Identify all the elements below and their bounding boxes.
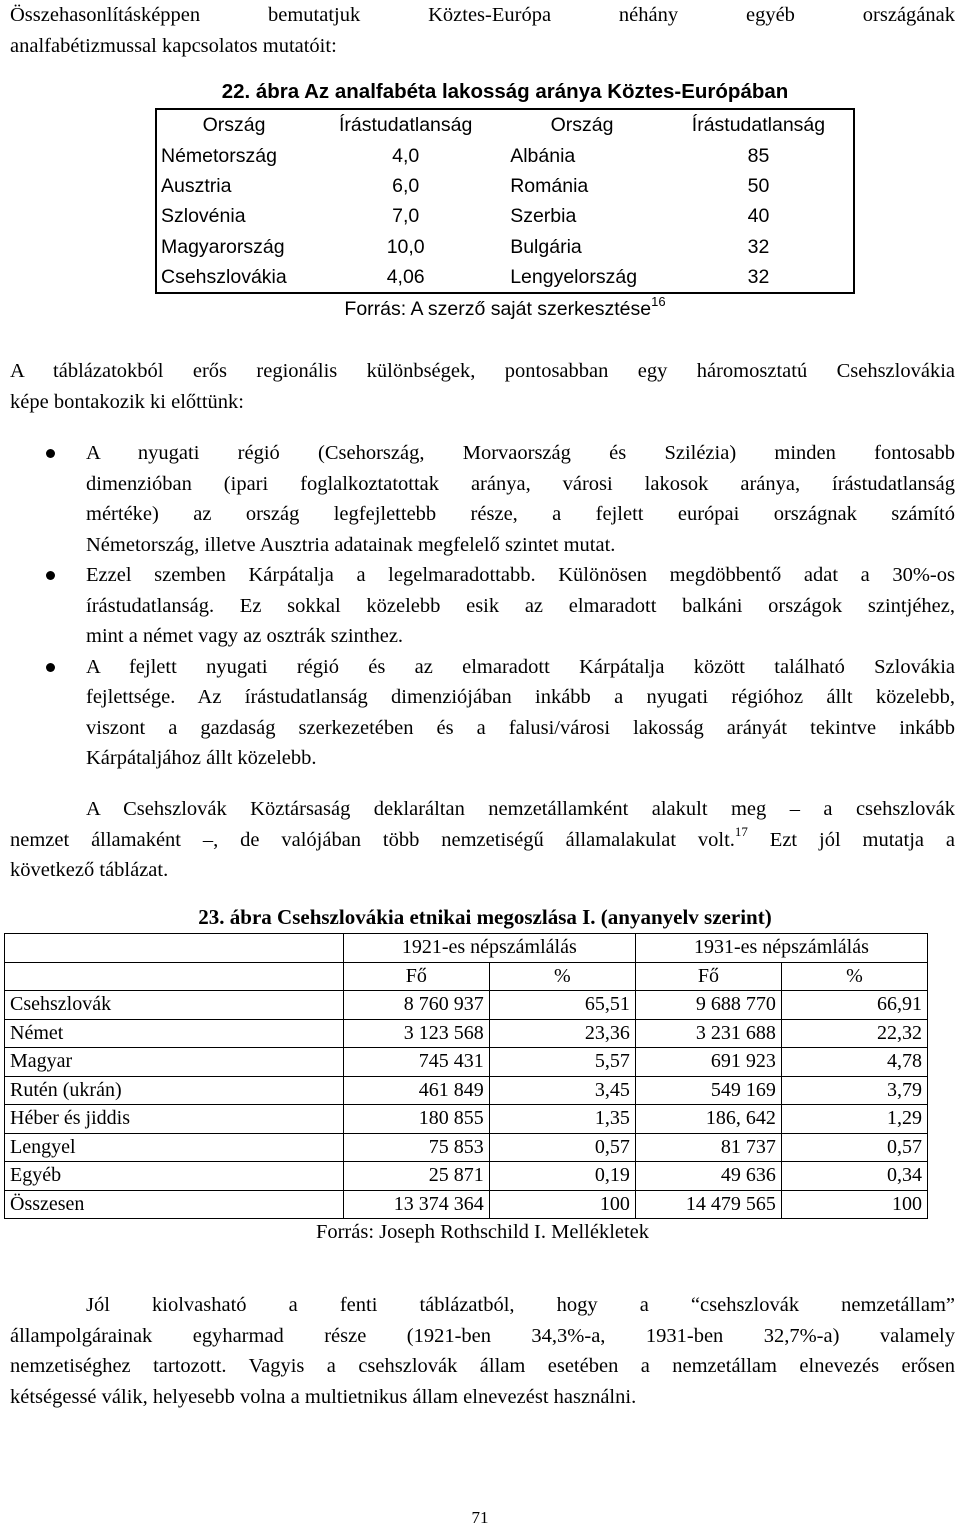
table-cell: 691 923 bbox=[635, 1048, 781, 1077]
para1-line-2: képe bontakozik ki előttünk: bbox=[10, 390, 244, 413]
table-cell: 40 bbox=[747, 205, 770, 228]
sub-header-cell: % bbox=[489, 962, 635, 991]
para3-line-4: kétségessé válik, helyesebb volna a multietnikus állam elnevezést használni. bbox=[10, 1385, 637, 1408]
intro-line-2: analfabétizmussal kapcsolatos mutatóit: bbox=[10, 34, 337, 57]
sub-header-row bbox=[5, 962, 928, 991]
table-cell: 66,91 bbox=[781, 991, 927, 1020]
bullet-line: A nyugati régió (Csehország, Morvaország és Szilézia) minden fontosabb bbox=[86, 442, 955, 464]
table-cell: Ausztria bbox=[161, 174, 232, 197]
para2-line-1: A Csehszlovák Köztársaság deklaráltan nemzetállamként alakult meg – a csehszlovák bbox=[86, 798, 955, 820]
table-cell: Románia bbox=[510, 174, 589, 197]
table-cell: 7,0 bbox=[392, 205, 420, 228]
table-cell: 3 231 688 bbox=[635, 1019, 781, 1048]
table-cell: 14 479 565 bbox=[635, 1190, 781, 1219]
table-row bbox=[5, 1048, 928, 1077]
intro-paragraph bbox=[10, 0, 955, 61]
table-cell: Magyar bbox=[5, 1048, 344, 1077]
para2-line-3: következő táblázat. bbox=[10, 859, 169, 881]
table-cell: 9 688 770 bbox=[635, 991, 781, 1020]
table-cell: Szlovénia bbox=[161, 205, 246, 228]
table-cell: Csehszlovák bbox=[5, 991, 344, 1020]
table-cell: 49 636 bbox=[635, 1162, 781, 1191]
table-cell: 100 bbox=[781, 1190, 927, 1219]
table-cell: Német bbox=[5, 1019, 344, 1048]
table-cell: 4,06 bbox=[386, 266, 425, 289]
table-cell: 65,51 bbox=[489, 991, 635, 1020]
census-header-row bbox=[5, 934, 928, 963]
para3-line-1: Jól kiolvasható a fenti táblázatból, hogy a “csehszlovák nemzetállam” bbox=[86, 1294, 955, 1316]
para2-line-2a: nemzet államaként –, de valójában több nemzetiségű államalakulat volt. bbox=[10, 828, 735, 851]
table-cell: 1,29 bbox=[781, 1105, 927, 1134]
table-row bbox=[5, 1076, 928, 1105]
table-cell: 3,45 bbox=[489, 1076, 635, 1105]
table-row bbox=[5, 1105, 928, 1134]
table-cell: 5,57 bbox=[489, 1048, 635, 1077]
table-row bbox=[5, 1133, 928, 1162]
bullet-line: dimenzióban (ipari foglalkoztatottak aránya, városi lakosok aránya, írástudatlanság bbox=[86, 472, 955, 495]
page-number: 71 bbox=[471, 1508, 489, 1527]
list-item bbox=[10, 652, 955, 774]
table1-caption: 22. ábra Az analfabéta lakosság aránya Köztes-Európában bbox=[221, 80, 789, 103]
census-header-1921: 1921-es népszámlálás bbox=[343, 934, 635, 963]
bullet-line: Németország, illetve Ausztria adatainak megfelelő szintet mutat. bbox=[86, 533, 616, 556]
table-cell: Bulgária bbox=[510, 235, 582, 258]
table-cell: 85 bbox=[747, 144, 770, 167]
table-row bbox=[5, 1162, 928, 1191]
header-cell: Írástudatlanság bbox=[691, 114, 826, 137]
table-cell: 32 bbox=[747, 266, 770, 289]
table-cell: 4,78 bbox=[781, 1048, 927, 1077]
table-cell: 32 bbox=[747, 235, 770, 258]
table-cell: 0,57 bbox=[781, 1133, 927, 1162]
para3-line-3: nemzetiséghez tartozott. Vagyis a csehszlovák állam esetében a nemzetállam elnevezés erősen bbox=[10, 1355, 955, 1377]
table-row-total bbox=[5, 1190, 928, 1219]
table-cell: 23,36 bbox=[489, 1019, 635, 1048]
table-cell: Szerbia bbox=[510, 205, 577, 228]
table-row bbox=[156, 201, 854, 231]
table-row bbox=[156, 171, 854, 201]
table1-source bbox=[155, 294, 855, 324]
para2-line-2b: Ezt jól mutatja a bbox=[747, 828, 955, 851]
table-cell: 81 737 bbox=[635, 1133, 781, 1162]
bullet-icon bbox=[46, 449, 55, 458]
table-cell: Összesen bbox=[5, 1190, 344, 1219]
intro-line-1: Összehasonlításképpen bemutatjuk Köztes-Európa néhány egyéb országának bbox=[10, 4, 955, 26]
table-cell: 25 871 bbox=[343, 1162, 489, 1191]
sub-header-cell: Fő bbox=[343, 962, 489, 991]
bullet-line: fejlettsége. Az írástudatlanság dimenziójában inkább a nyugati régióhoz állt közelebb, bbox=[86, 686, 955, 708]
list-item bbox=[10, 560, 955, 652]
table2-source: Forrás: Joseph Rothschild I. Mellékletek bbox=[315, 1221, 650, 1243]
table-cell: Egyéb bbox=[5, 1162, 344, 1191]
table-cell: 3 123 568 bbox=[343, 1019, 489, 1048]
bullet-line: A fejlett nyugati régió és az elmaradott Kárpátalja között található Szlovákia bbox=[86, 655, 955, 678]
census-header-1931: 1931-es népszámlálás bbox=[635, 934, 927, 963]
table-cell: 6,0 bbox=[392, 174, 420, 197]
region-bullet-list bbox=[10, 438, 955, 774]
table-cell: 3,79 bbox=[781, 1076, 927, 1105]
bullet-line: mint a német vagy az osztrák szinthez. bbox=[86, 625, 404, 647]
table-row bbox=[5, 1019, 928, 1048]
conclusion-paragraph bbox=[10, 1290, 955, 1412]
footnote-marker-16: 16 bbox=[651, 293, 666, 309]
table1-source-text: Forrás: A szerző saját szerkesztése bbox=[344, 298, 652, 320]
table-cell: 22,32 bbox=[781, 1019, 927, 1048]
regional-paragraph bbox=[10, 356, 955, 417]
bullet-line: mértéke) az ország legfejlettebb része, a fejlett európai országnak számító bbox=[86, 503, 955, 525]
table-cell: 10,0 bbox=[386, 235, 425, 258]
table-header-row bbox=[156, 109, 854, 140]
para3-line-2: állampolgárainak egyharmad része (1921-ben 34,3%-a, 1931-ben 32,7%-a) valamely bbox=[10, 1324, 955, 1347]
sub-header-cell: % bbox=[781, 962, 927, 991]
table-cell: 100 bbox=[489, 1190, 635, 1219]
table-row bbox=[5, 991, 928, 1020]
table-cell: 0,57 bbox=[489, 1133, 635, 1162]
sub-header-cell: Fő bbox=[635, 962, 781, 991]
table-cell: Magyarország bbox=[161, 235, 285, 258]
table-cell: 0,34 bbox=[781, 1162, 927, 1191]
table-cell: Lengyel bbox=[5, 1133, 344, 1162]
table-cell: 180 855 bbox=[343, 1105, 489, 1134]
empty-header-cell bbox=[5, 962, 344, 991]
table-cell: 50 bbox=[747, 174, 770, 197]
table-cell: 461 849 bbox=[343, 1076, 489, 1105]
para1-line-1: A táblázatokból erős regionális különbségek, pontosabban egy háromosztatú Csehszlovákia bbox=[10, 360, 955, 382]
table-cell: Németország bbox=[161, 144, 277, 167]
bullet-line: Kárpátaljához állt közelebb. bbox=[86, 747, 317, 769]
table-row bbox=[156, 262, 854, 293]
illiteracy-table bbox=[155, 108, 855, 294]
table-cell: 0,19 bbox=[489, 1162, 635, 1191]
table-cell: 745 431 bbox=[343, 1048, 489, 1077]
para2-line-2 bbox=[10, 825, 955, 856]
header-cell: Írástudatlanság bbox=[339, 114, 473, 137]
bullet-line: viszont a gazdaság szerkezetében és a falusi/városi lakosság arányát tekintve inkább bbox=[86, 716, 955, 739]
table-cell: Csehszlovákia bbox=[161, 266, 287, 289]
table-cell: 549 169 bbox=[635, 1076, 781, 1105]
table-cell: 186, 642 bbox=[635, 1105, 781, 1134]
footnote-marker-17: 17 bbox=[734, 823, 748, 839]
table-cell: Rutén (ukrán) bbox=[5, 1076, 344, 1105]
header-cell: Ország bbox=[550, 114, 614, 137]
bullet-line: írástudatlanság. Ez sokkal közelebb esik az elmaradott balkáni országok szintjéhez, bbox=[86, 594, 955, 617]
table-row bbox=[156, 140, 854, 170]
table-cell: Albánia bbox=[510, 144, 576, 167]
table-cell: Lengyelország bbox=[510, 266, 638, 289]
header-cell: Ország bbox=[202, 114, 266, 137]
ethnic-distribution-table bbox=[4, 933, 928, 1219]
table-cell: 8 760 937 bbox=[343, 991, 489, 1020]
table-cell: 75 853 bbox=[343, 1133, 489, 1162]
bullet-icon bbox=[46, 571, 55, 580]
table2-caption: 23. ábra Csehszlovákia etnikai megoszlása I. (anyanyelv szerint) bbox=[198, 905, 772, 929]
empty-header-cell bbox=[5, 934, 344, 963]
bullet-icon bbox=[46, 663, 55, 672]
table-row bbox=[156, 232, 854, 262]
table-cell: 4,0 bbox=[392, 144, 420, 167]
table-cell: 1,35 bbox=[489, 1105, 635, 1134]
table-cell: Héber és jiddis bbox=[5, 1105, 344, 1134]
table-cell: 13 374 364 bbox=[343, 1190, 489, 1219]
bullet-line: Ezzel szemben Kárpátalja a legelmaradottabb. Különösen megdöbbentő adat a 30%-os bbox=[86, 564, 955, 586]
list-item bbox=[10, 438, 955, 560]
republic-paragraph bbox=[10, 794, 955, 886]
